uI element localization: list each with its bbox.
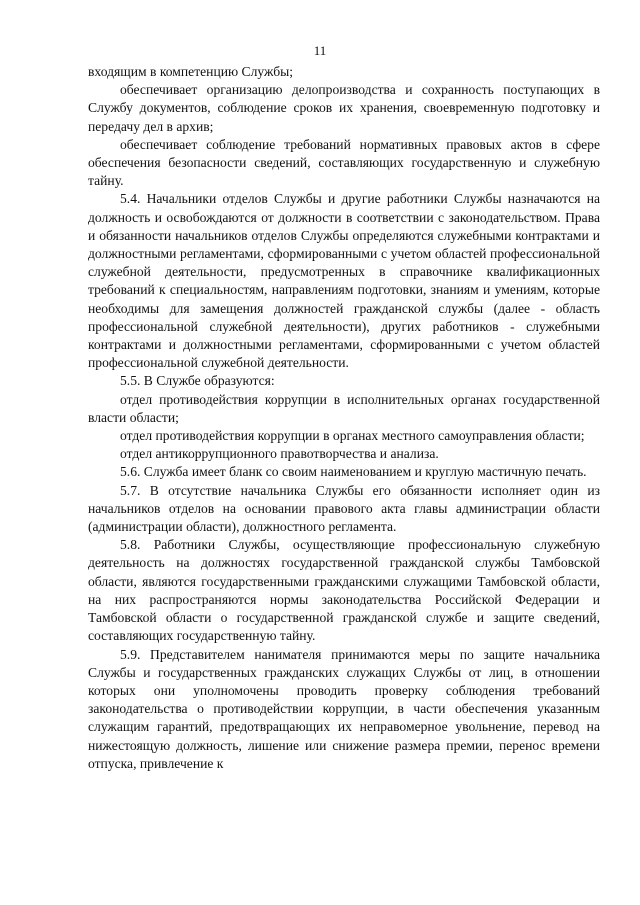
paragraph-5-9: 5.9. Представителем нанимателя принимаются меры по защите начальника Службы и государственных гражданских служащих Службы от лиц, в отношении которых они уполномочены проводить проверку соблюдения требований законодательства о противодействии коррупции, в части обеспечения указанным служащим гарантий, предотвращающих их неправомерное увольнение, перевод на нижестоящую должность, лишение или снижение размера премии, перенос времени отпуска, привлечение к <box>88 646 600 771</box>
paragraph-state-secret: обеспечивает соблюдение требований нормативных правовых актов в сфере обеспечения безопасности сведений, составляющих государственную и служебную тайну. <box>88 136 600 189</box>
list-item-department-analysis: отдел антикоррупционного правотворчества и анализа. <box>120 446 439 462</box>
list-item-department-local: отдел противодействия коррупции в органах местного самоуправления области; <box>120 428 585 444</box>
paragraph-5-7: 5.7. В отсутствие начальника Службы его обязанности исполняет один из начальников отделов на основании правового акта главы администрации области (администрации области), должностного регламента. <box>88 482 600 535</box>
paragraph-records-management: обеспечивает организацию делопроизводства и сохранность поступающих в Службу документов, соблюдение сроков их хранения, своевременную подготовку и передачу дел в архив; <box>88 82 600 134</box>
paragraph-5-6: 5.6. Служба имеет бланк со своим наименованием и круглую мастичную печать. <box>120 464 587 480</box>
paragraph-5-4: 5.4. Начальники отделов Службы и другие работники Службы назначаются на должность и освобождаются от должности в соответствии с законодательством. Права и обязанности начальников отделов Службы определяются служебными контрактами и должностными регламентами, сформированными с учетом областей профессиональной служебной деятельности, предусмотренных в справочнике квалификационных требований к специальностям, направлениям подготовки, знаниям и умениям, которые необходимы для замещения должностей гражданской службы (далее - область профессиональной служебной деятельности), других работников - служебными контрактами и должностными регламентами, сформированными с учетом областей профессиональной служебной деятельности. <box>88 191 600 371</box>
paragraph-5-8: 5.8. Работники Службы, осуществляющие профессиональную служебную деятельность на должностях государственной гражданской службы Тамбовской области, являются государственными гражданскими служащими Тамбовской области, на них распространяются нормы законодательства Российской Федерации и Тамбовской области о государственной гражданской службе и защите сведений, составляющих государственную тайну. <box>88 537 600 644</box>
list-item-department-executive: отдел противодействия коррупции в исполнительных органах государственной власти области; <box>88 391 600 425</box>
paragraph-continuation: входящим в компетенцию Службы; <box>88 64 294 79</box>
document-body <box>88 63 600 773</box>
paragraph-5-5: 5.5. В Службе образуются: <box>120 373 275 389</box>
page-number: 11 <box>313 43 327 58</box>
